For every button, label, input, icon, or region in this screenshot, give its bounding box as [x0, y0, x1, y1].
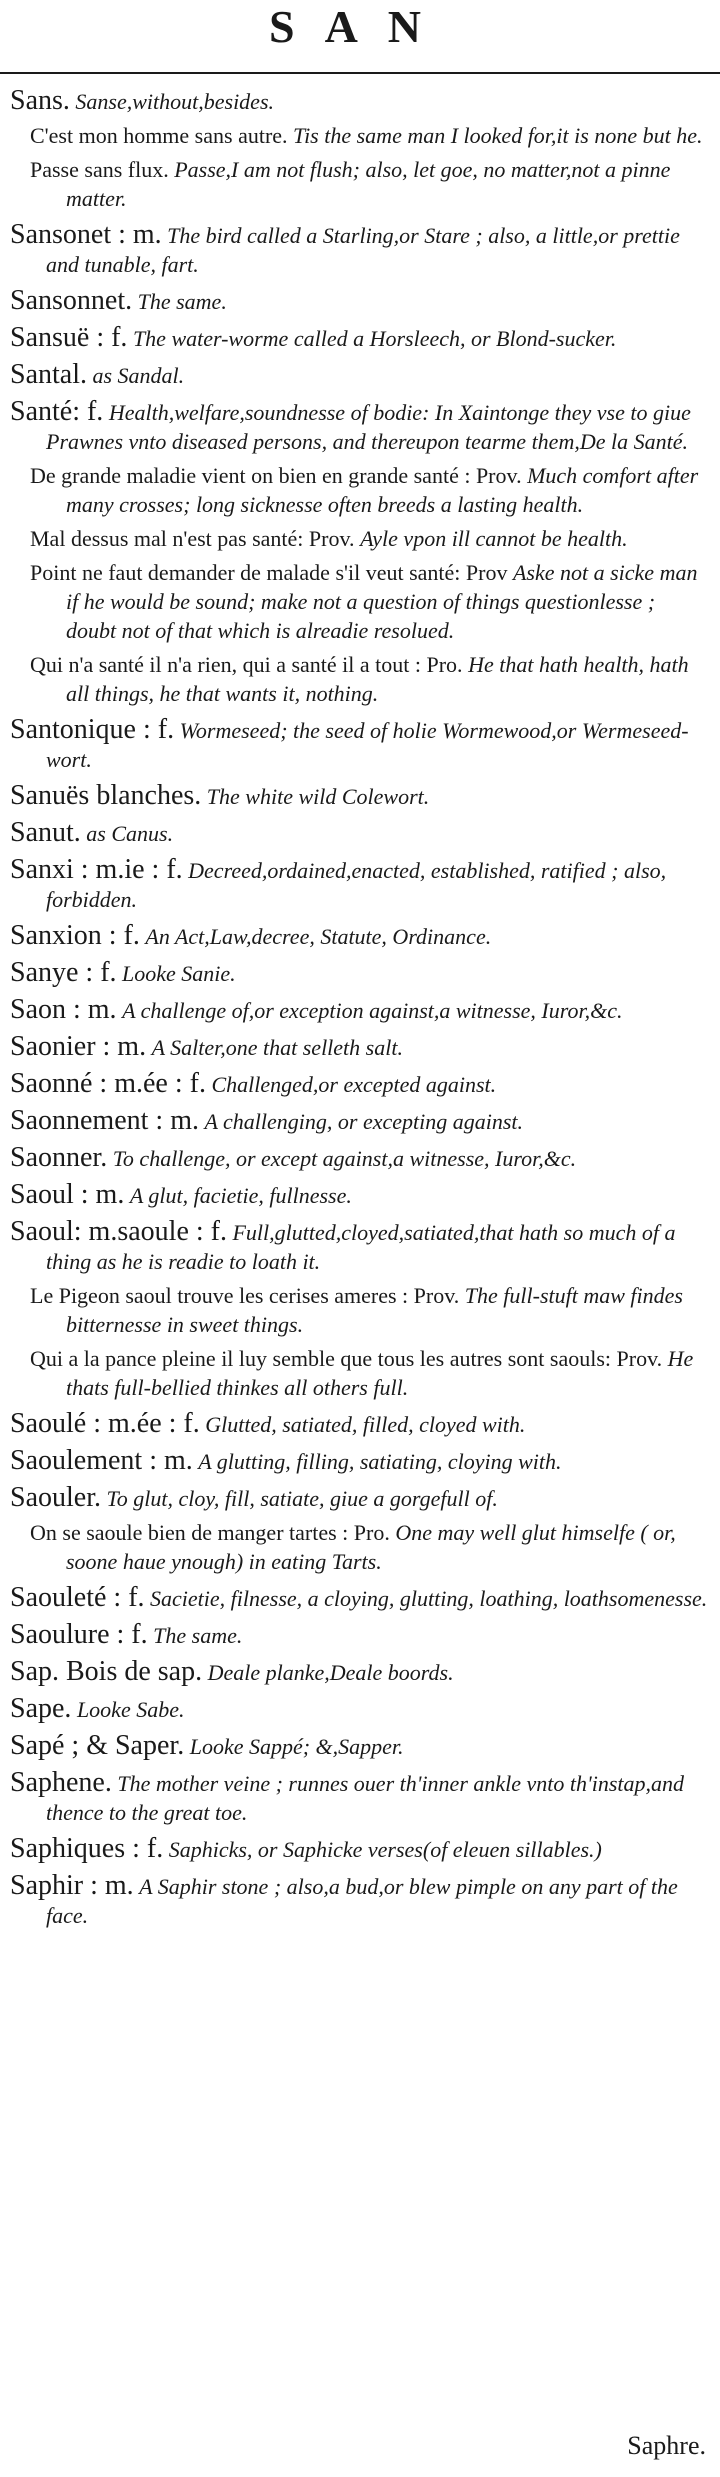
entry-definition: He that hath health, hath all things, he that wants it, nothing. — [66, 652, 689, 706]
dictionary-entry — [10, 1217, 710, 1276]
entry-definition: Ayle vpon ill cannot be health. — [360, 526, 628, 551]
entry-definition: Passe,I am not flush; also, let goe, no matter,not a pinne matter. — [66, 157, 671, 211]
dictionary-entry — [10, 1694, 710, 1724]
entry-definition: The water-worme called a Horsleech, or Blond-sucker. — [132, 326, 617, 351]
dictionary-entry — [10, 1143, 710, 1173]
entry-headword: Saouleté : f. — [10, 1582, 145, 1613]
entry-definition: A Salter,one that selleth salt. — [151, 1035, 403, 1060]
dictionary-entry — [10, 995, 710, 1025]
entry-headword: Mal dessus mal n'est pas santé: Prov. — [30, 526, 355, 551]
entry-headword: C'est mon homme sans autre. — [30, 123, 288, 148]
entry-definition: as Canus. — [86, 821, 174, 846]
entry-definition: An Act,Law,decree, Statute, Ordinance. — [145, 924, 492, 949]
entry-definition: The same. — [137, 289, 227, 314]
dictionary-entry — [10, 360, 710, 390]
entry-headword: Le Pigeon saoul trouve les cerises ameres : Prov. — [30, 1283, 460, 1308]
entry-definition: A glut, facietie, fullnesse. — [129, 1183, 352, 1208]
dictionary-entry — [10, 855, 710, 914]
entry-definition: The white wild Colewort. — [206, 784, 430, 809]
dictionary-entry — [10, 958, 710, 988]
dictionary-entry — [10, 323, 710, 353]
entry-headword: Saonné : m.ée : f. — [10, 1068, 206, 1099]
entry-headword: Santal. — [10, 359, 87, 390]
dictionary-entry — [10, 1409, 710, 1439]
entry-headword: Sansonnet. — [10, 285, 133, 316]
entry-definition: Sanse,without,besides. — [75, 89, 275, 114]
entry-definition: Looke Sabe. — [76, 1697, 185, 1722]
entry-definition: One may well glut himselfe ( or, soone haue ynough) in eating Tarts. — [66, 1520, 676, 1574]
dictionary-entry — [10, 1834, 710, 1864]
dictionary-entry — [10, 1069, 710, 1099]
entry-definition: The full-stuft maw findes bitternesse in sweet things. — [66, 1283, 683, 1337]
dictionary-entry — [10, 86, 710, 116]
entry-headword: Sans. — [10, 85, 70, 116]
entry-headword: Sapé ; & Saper. — [10, 1730, 185, 1761]
entry-definition: Looke Sappé; &,Sapper. — [189, 1734, 404, 1759]
entry-definition: To challenge, or except against,a witnesse, Iuror,&c. — [112, 1146, 577, 1171]
entry-definition: A glutting, filling, satiating, cloying with. — [198, 1449, 562, 1474]
dictionary-subentry — [10, 121, 710, 150]
dictionary-entry — [10, 781, 710, 811]
entry-definition: Wormeseed; the seed of holie Wormewood,or Wermeseed-wort. — [46, 718, 689, 772]
entry-headword: Sap. Bois de sap. — [10, 1656, 203, 1687]
entry-headword: Saouler. — [10, 1482, 101, 1513]
entry-definition: The mother veine ; runnes ouer th'inner ankle vnto th'instap,and thence to the great toe. — [46, 1771, 685, 1825]
entry-definition: A challenging, or excepting against. — [204, 1109, 524, 1134]
entry-headword: Santonique : f. — [10, 714, 175, 745]
entry-definition: Tis the same man I looked for,it is none but he. — [293, 123, 703, 148]
entry-definition: Looke Sanie. — [122, 961, 236, 986]
entry-definition: Sacietie, filnesse, a cloying, glutting, loathing, loathsomenesse. — [150, 1586, 708, 1611]
dictionary-entry — [10, 1657, 710, 1687]
catchword: Saphre. — [627, 2431, 706, 2460]
entry-headword: Saon : m. — [10, 994, 117, 1025]
entry-headword: Sansonet : m. — [10, 219, 162, 250]
dictionary-subentry — [10, 1518, 710, 1576]
entry-headword: Sanye : f. — [10, 957, 117, 988]
dictionary-subentry — [10, 155, 710, 213]
entry-definition: Deale planke,Deale boords. — [207, 1660, 454, 1685]
dictionary-subentry — [10, 558, 710, 645]
entry-headword: Saoul: m.saoule : f. — [10, 1216, 227, 1247]
entry-definition: Saphicks, or Saphicke verses(of eleuen sillables.) — [168, 1837, 602, 1862]
dictionary-entry — [10, 818, 710, 848]
entry-definition: Decreed,ordained,enacted, established, ratified ; also, forbidden. — [46, 858, 667, 912]
entry-definition: Glutted, satiated, filled, cloyed with. — [205, 1412, 526, 1437]
entry-definition: as Sandal. — [92, 363, 185, 388]
entry-headword: Saphene. — [10, 1767, 112, 1798]
entry-definition: He thats full-bellied thinkes all others full. — [66, 1346, 694, 1400]
dictionary-entry — [10, 921, 710, 951]
entry-definition: The bird called a Starling,or Stare ; also, a little,or prettie and tunable, fart. — [46, 223, 680, 277]
entry-definition: The same. — [153, 1623, 243, 1648]
page-header: SAN — [268, 1, 452, 52]
entry-headword: Point ne faut demander de malade s'il veut santé: Prov — [30, 560, 508, 585]
entry-headword: Qui a la pance pleine il luy semble que tous les autres sont saouls: Prov. — [30, 1346, 663, 1371]
entry-headword: Saoulure : f. — [10, 1619, 148, 1650]
entry-headword: Saoulement : m. — [10, 1445, 193, 1476]
entry-headword: Qui n'a santé il n'a rien, qui a santé il a tout : Pro. — [30, 652, 463, 677]
entry-headword: Saphiques : f. — [10, 1833, 164, 1864]
dictionary-subentry — [10, 461, 710, 519]
dictionary-entry — [10, 397, 710, 456]
entry-definition: A Saphir stone ; also,a bud,or blew pimple on any part of the face. — [46, 1874, 678, 1928]
dictionary-entry — [10, 1180, 710, 1210]
entry-headword: Sansuë : f. — [10, 322, 128, 353]
dictionary-subentry — [10, 1344, 710, 1402]
entry-definition: Health,welfare,soundnesse of bodie: In Xaintonge they vse to giue Prawnes vnto diseased persons, and thereupon tearme them,De la Santé. — [46, 400, 691, 454]
entry-definition: A challenge of,or exception against,a witnesse, Iuror,&c. — [122, 998, 623, 1023]
entry-headword: Santé: f. — [10, 396, 104, 427]
entry-headword: Sanut. — [10, 817, 81, 848]
entry-headword: Saphir : m. — [10, 1870, 134, 1901]
dictionary-entry — [10, 1583, 710, 1613]
entry-headword: Sanxi : m.ie : f. — [10, 854, 183, 885]
entry-headword: On se saoule bien de manger tartes : Pro. — [30, 1520, 390, 1545]
entry-definition: Challenged,or excepted against. — [211, 1072, 497, 1097]
entry-headword: Saonier : m. — [10, 1031, 147, 1062]
entry-definition: To glut, cloy, fill, satiate, giue a gorgefull of. — [106, 1486, 498, 1511]
entry-headword: Sape. — [10, 1693, 72, 1724]
dictionary-entry — [10, 1032, 710, 1062]
dictionary-entry — [10, 1871, 710, 1930]
entry-headword: Saonner. — [10, 1142, 108, 1173]
dictionary-entry — [10, 1483, 710, 1513]
entry-headword: Passe sans flux. — [30, 157, 169, 182]
header-rule — [0, 72, 720, 74]
entry-headword: Saoul : m. — [10, 1179, 125, 1210]
dictionary-subentry — [10, 524, 710, 553]
dictionary-subentry — [10, 1281, 710, 1339]
entry-headword: Sanuës blanches. — [10, 780, 202, 811]
entry-headword: Saonnement : m. — [10, 1105, 199, 1136]
entry-headword: De grande maladie vient on bien en grande santé : Prov. — [30, 463, 522, 488]
dictionary-entry — [10, 1768, 710, 1827]
entry-headword: Saoulé : m.ée : f. — [10, 1408, 200, 1439]
dictionary-entry — [10, 1731, 710, 1761]
dictionary-entry — [10, 1620, 710, 1650]
dictionary-entry — [10, 286, 710, 316]
dictionary-entry — [10, 715, 710, 774]
dictionary-entry — [10, 220, 710, 279]
dictionary-entry — [10, 1106, 710, 1136]
dictionary-subentry — [10, 650, 710, 708]
entry-definition: Aske not a sicke man if he would be sound; make not a question of things questionlesse ; doubt not of that which is alreadie resolued. — [66, 560, 698, 643]
entry-headword: Sanxion : f. — [10, 920, 140, 951]
entry-list — [10, 86, 710, 1937]
entry-definition: Full,glutted,cloyed,satiated,that hath so much of a thing as he is readie to loath it. — [46, 1220, 676, 1274]
entry-definition: Much comfort after many crosses; long sicknesse often breeds a lasting health. — [66, 463, 699, 517]
dictionary-entry — [10, 1446, 710, 1476]
